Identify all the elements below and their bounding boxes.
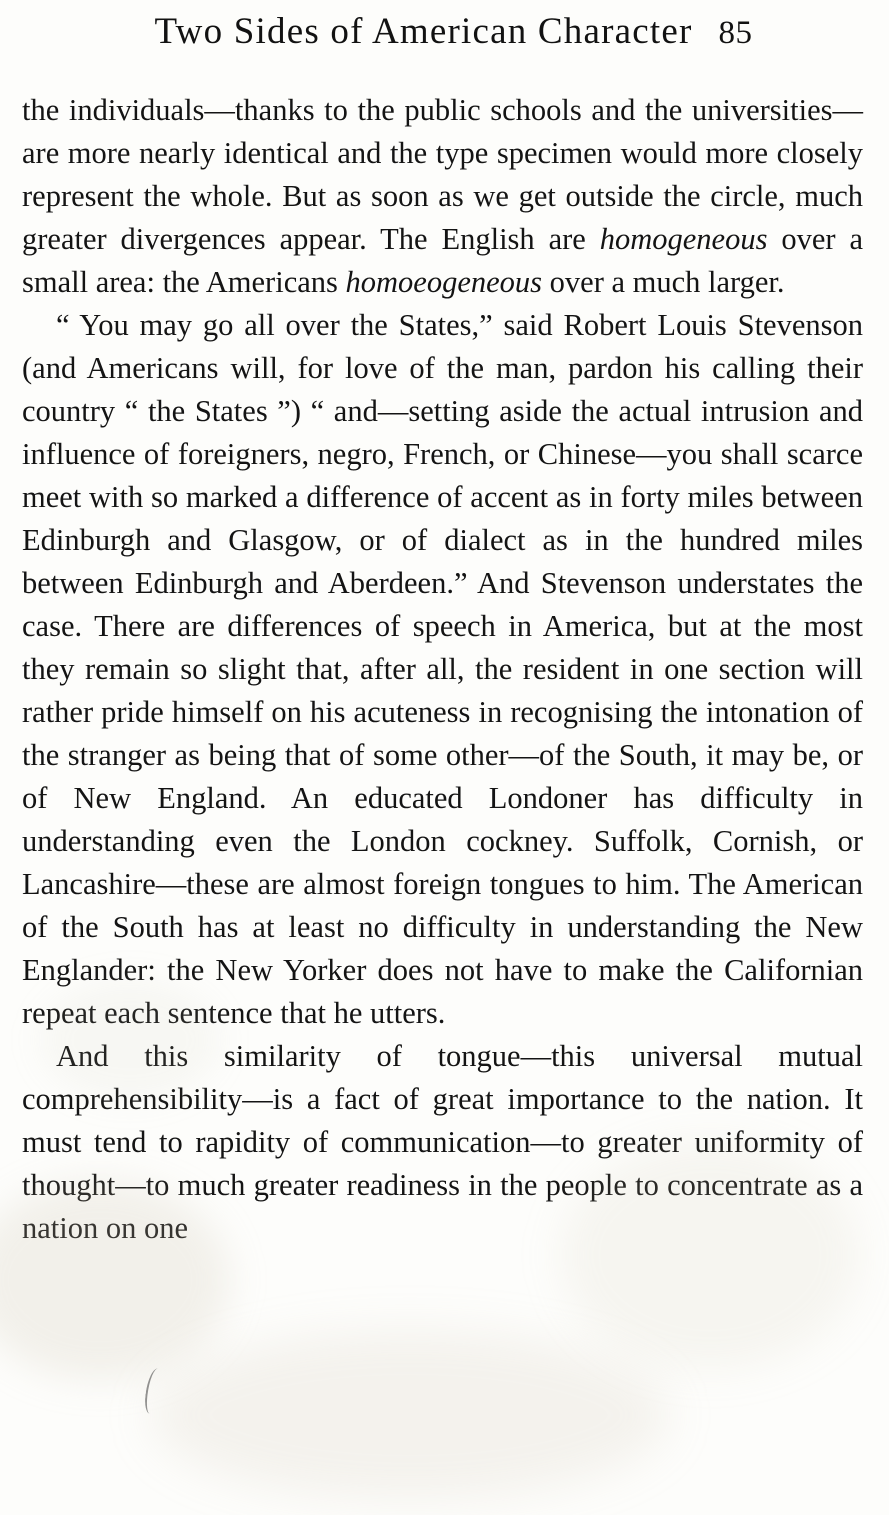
- running-head: [0, 0, 889, 53]
- text-run: the individuals—thanks to the public schools and the universities—are more nearly identical and the type specimen would more closely represent the whole. But as soon as we get outside the circle, much greater divergences appear. The English are: [22, 93, 863, 256]
- paper-stain: [150, 1330, 670, 1500]
- page-number: 85: [718, 15, 753, 51]
- italic-term: homoeogeneous: [345, 265, 543, 299]
- text-run: over a small area: the Americans: [22, 222, 864, 299]
- ink-mark: [143, 1367, 164, 1415]
- paragraph: [22, 1035, 863, 1250]
- text-run: “ You may go all over the States,” said Robert Louis Stevenson (and Americans will, for love of the man, pardon his calling their country “ the States ”) “ and—setting aside the actual intrusion and influence of foreigners, negro, French, or Chinese—you shall scarce meet with so marked a difference of accent as in forty miles between Edinburgh and Glasgow, or of dialect as in the hundred miles between Edinburgh and Aberdeen.” And Stevenson understates the case. There are differences of speech in America, but at the most they remain so slight that, after all, the resident in one section will rather pride himself on his acuteness in recognising the intonation of the stranger as being that of some other—of the South, it may be, or of New England. An educated Londoner has difficulty in understanding even the London cockney. Suffolk, Cornish, or Lancashire—these are almost foreign tongues to him. The American of the South has at least no difficulty in understanding the New Englander: the New Yorker does not have to make the Californian repeat each sentence that he utters.: [22, 308, 863, 1030]
- paragraph: [22, 89, 863, 304]
- italic-term: homogeneous: [599, 222, 768, 256]
- paragraph: [22, 304, 863, 1035]
- text-run: over a much larger.: [542, 265, 785, 299]
- body-text: [0, 89, 889, 1250]
- text-run: And this similarity of tongue—this universal mutual comprehensibility—is a fact of great importance to the nation. It must tend to rapidity of communication—to greater uniformity of thought—to much greater readiness in the people to concentrate as a nation on one: [22, 1039, 863, 1245]
- running-title: Two Sides of American Character: [154, 11, 693, 52]
